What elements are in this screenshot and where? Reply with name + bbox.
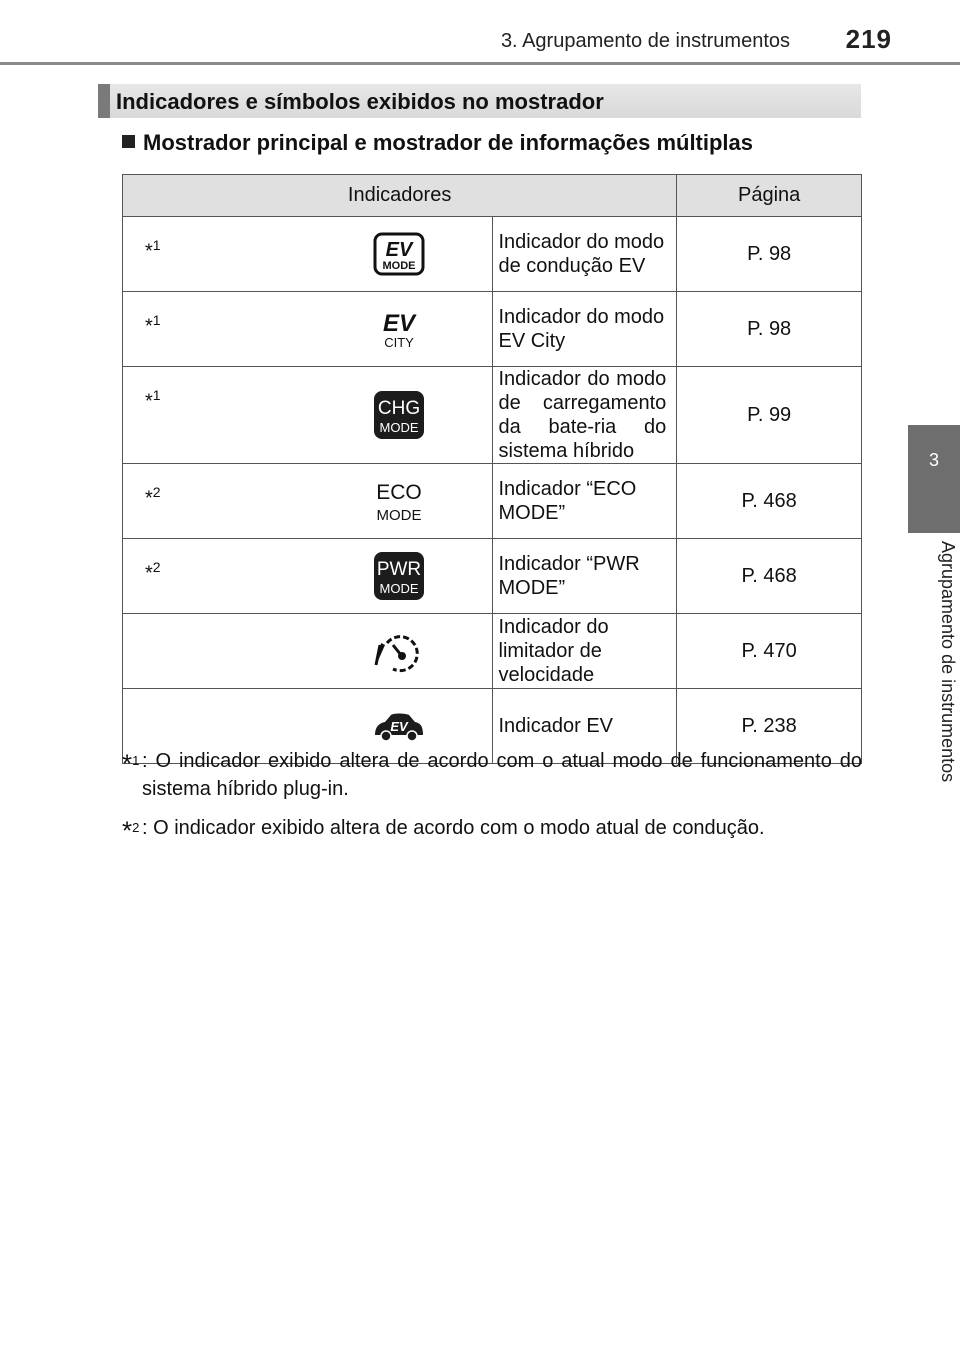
table-row <box>123 217 862 292</box>
svg-text:EV: EV <box>383 310 416 337</box>
svg-text:EV: EV <box>386 239 413 261</box>
header-rule <box>0 62 960 65</box>
svg-text:EV: EV <box>390 719 409 734</box>
svg-text:MODE: MODE <box>376 507 422 524</box>
footnote-text: : O indicador exibido altera de acordo com o modo atual de condução. <box>142 817 765 839</box>
page-ref-cell: P. 98 <box>677 217 862 292</box>
page-ref-cell: P. 470 <box>677 614 862 689</box>
column-header-page: Página <box>677 175 862 217</box>
side-tab <box>908 425 960 533</box>
footnote-mark: *$^1$ <box>122 748 140 779</box>
note-cell <box>123 367 308 464</box>
footnote-2 <box>122 814 862 846</box>
svg-text:ECO: ECO <box>376 481 423 504</box>
page-ref-cell: P. 98 <box>677 292 862 367</box>
footnote-text: : O indicador exibido altera de acordo com o atual modo de funcionamento do sistema híbrido plug-in. <box>142 750 862 800</box>
section-title: Indicadores e símbolos exibidos no mostrador <box>116 89 604 114</box>
description-cell: Indicador do modo EV City <box>492 292 677 367</box>
icon-cell <box>307 614 492 689</box>
ev-indicator-icon <box>371 709 427 743</box>
footnote-1 <box>122 747 862 803</box>
footnote-star: *$^1$ <box>145 237 161 263</box>
subsection-title-text: Mostrador principal e mostrador de informações múltiplas <box>143 130 754 155</box>
page-number: 219 <box>845 24 892 54</box>
svg-text:CITY: CITY <box>384 335 415 350</box>
icon-cell <box>307 292 492 367</box>
pwr-mode-icon <box>373 551 425 601</box>
eco-mode-icon <box>373 478 425 524</box>
chg-mode-icon <box>373 390 425 440</box>
icon-cell <box>307 217 492 292</box>
footnote-star: *$^2$ <box>145 484 161 510</box>
footnote-star: *$^1$ <box>145 387 161 413</box>
description-cell: Indicador do modo de carregamento da bate-ria do sistema híbrido <box>492 367 677 464</box>
chapter-title: 3. Agrupamento de instrumentos <box>500 30 790 52</box>
svg-text:PWR: PWR <box>377 559 422 580</box>
square-bullet-icon <box>122 135 135 148</box>
description-cell: Indicador “ECO MODE” <box>492 464 677 539</box>
description-cell: Indicador do limitador de velocidade <box>492 614 677 689</box>
ev-mode-icon <box>373 232 425 276</box>
svg-text:CHG: CHG <box>378 398 421 419</box>
page-ref-cell: P. 99 <box>677 367 862 464</box>
table-header-row <box>123 175 862 217</box>
subsection-title <box>122 130 753 156</box>
table-row <box>123 292 862 367</box>
table-row <box>123 539 862 614</box>
table-row <box>123 367 862 464</box>
description-cell: Indicador “PWR MODE” <box>492 539 677 614</box>
table-row <box>123 464 862 539</box>
icon-cell <box>307 464 492 539</box>
side-tab-label: Agrupamento de instrumentos <box>938 541 958 783</box>
note-cell <box>123 217 308 292</box>
footnote-star: *$^2$ <box>145 559 161 585</box>
page-ref-cell: P. 238 <box>677 689 862 764</box>
footnote-mark: *$^2$ <box>122 815 140 846</box>
ev-city-icon <box>373 307 425 351</box>
description-cell: Indicador EV <box>492 689 677 764</box>
icon-cell <box>307 539 492 614</box>
column-header-indicators: Indicadores <box>123 175 677 217</box>
table-row <box>123 614 862 689</box>
side-tab-number: 3 <box>928 450 939 470</box>
note-cell <box>123 464 308 539</box>
svg-text:MODE: MODE <box>379 581 419 596</box>
speed-limiter-icon <box>371 629 427 673</box>
indicators-table <box>122 174 862 764</box>
svg-text:MODE: MODE <box>382 260 416 272</box>
description-cell: Indicador do modo de condução EV <box>492 217 677 292</box>
footnote-star: *$^1$ <box>145 312 161 338</box>
icon-cell <box>307 367 492 464</box>
note-cell <box>123 614 308 689</box>
page-ref-cell: P. 468 <box>677 464 862 539</box>
svg-text:MODE: MODE <box>379 420 419 435</box>
note-cell <box>123 292 308 367</box>
page-ref-cell: P. 468 <box>677 539 862 614</box>
note-cell <box>123 539 308 614</box>
